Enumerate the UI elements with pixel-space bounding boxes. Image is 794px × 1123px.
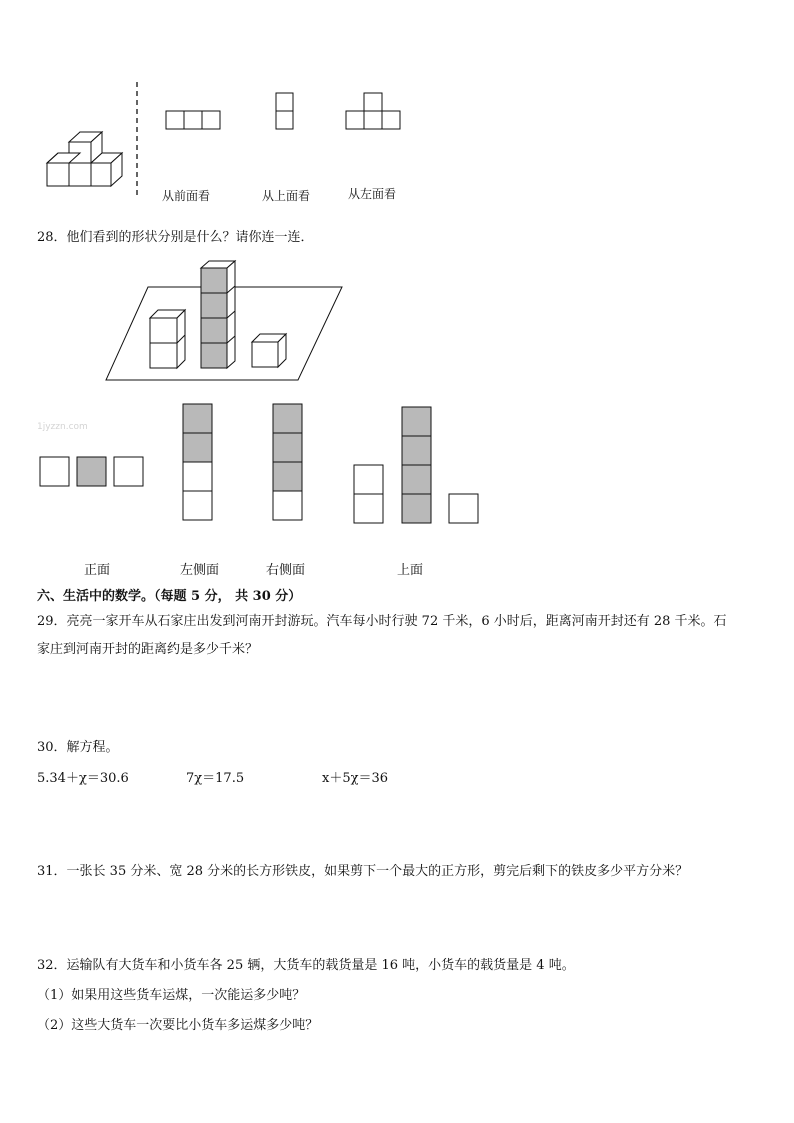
front-view-shape: [166, 111, 220, 129]
equation-3: x＋5χ＝36: [322, 771, 389, 786]
label-top: 上面: [397, 563, 424, 578]
label-right-side: 右侧面: [266, 563, 306, 578]
cube-stack-figure: [47, 132, 122, 186]
caption-top-view: 从上面看: [262, 189, 311, 203]
section-6-title: 六、生活中的数学。（每题 5 分， 共 30 分）: [37, 589, 302, 604]
single-cube: [252, 334, 286, 367]
caption-left-view: 从左面看: [348, 187, 397, 201]
label-front: 正面: [84, 563, 111, 578]
question-32-part-1: （1）如果用这些货车运煤，一次能运多少吨？: [37, 988, 306, 1003]
two-cube-stack: [150, 310, 185, 368]
question-30-title: 30．解方程。: [37, 740, 119, 755]
left-view-shape: [346, 93, 400, 129]
view-option-front: [40, 457, 143, 486]
watermark: 1jyzzn.com: [37, 422, 88, 432]
equation-1: 5.34＋χ＝30.6: [37, 771, 129, 786]
view-option-top: [354, 407, 478, 523]
question-29-line-1: 29．亮亮一家开车从石家庄出发到河南开封游玩。汽车每小时行驶 72 千米，6 小时后，距离河南开封还有 28 千米。石: [37, 614, 727, 629]
view-option-left-side: [183, 404, 212, 520]
equation-2: 7χ＝17.5: [186, 771, 245, 786]
question-28: 28．他们看到的形状分别是什么？请你连一连．: [37, 230, 314, 245]
question-31: 31．一张长 35 分米、宽 28 分米的长方形铁皮，如果剪下一个最大的正方形，剪完后剩下的铁皮多少平方分米？: [37, 864, 689, 879]
caption-front-view: 从前面看: [162, 189, 211, 203]
question-29: [37, 608, 762, 664]
question-32-part-2: （2）这些大货车一次要比小货车多运煤多少吨？: [37, 1018, 319, 1033]
label-left-side: 左侧面: [180, 563, 220, 578]
question-29-line-2: 家庄到河南开封的距离约是多少千米？: [37, 642, 259, 657]
four-cube-tower: [201, 261, 235, 368]
question-32: 32．运输队有大货车和小货车各 25 辆，大货车的载货量是 16 吨，小货车的载货量是 4 吨。: [37, 958, 575, 973]
top-view-shape: [276, 93, 293, 129]
view-option-right-side: [273, 404, 302, 520]
